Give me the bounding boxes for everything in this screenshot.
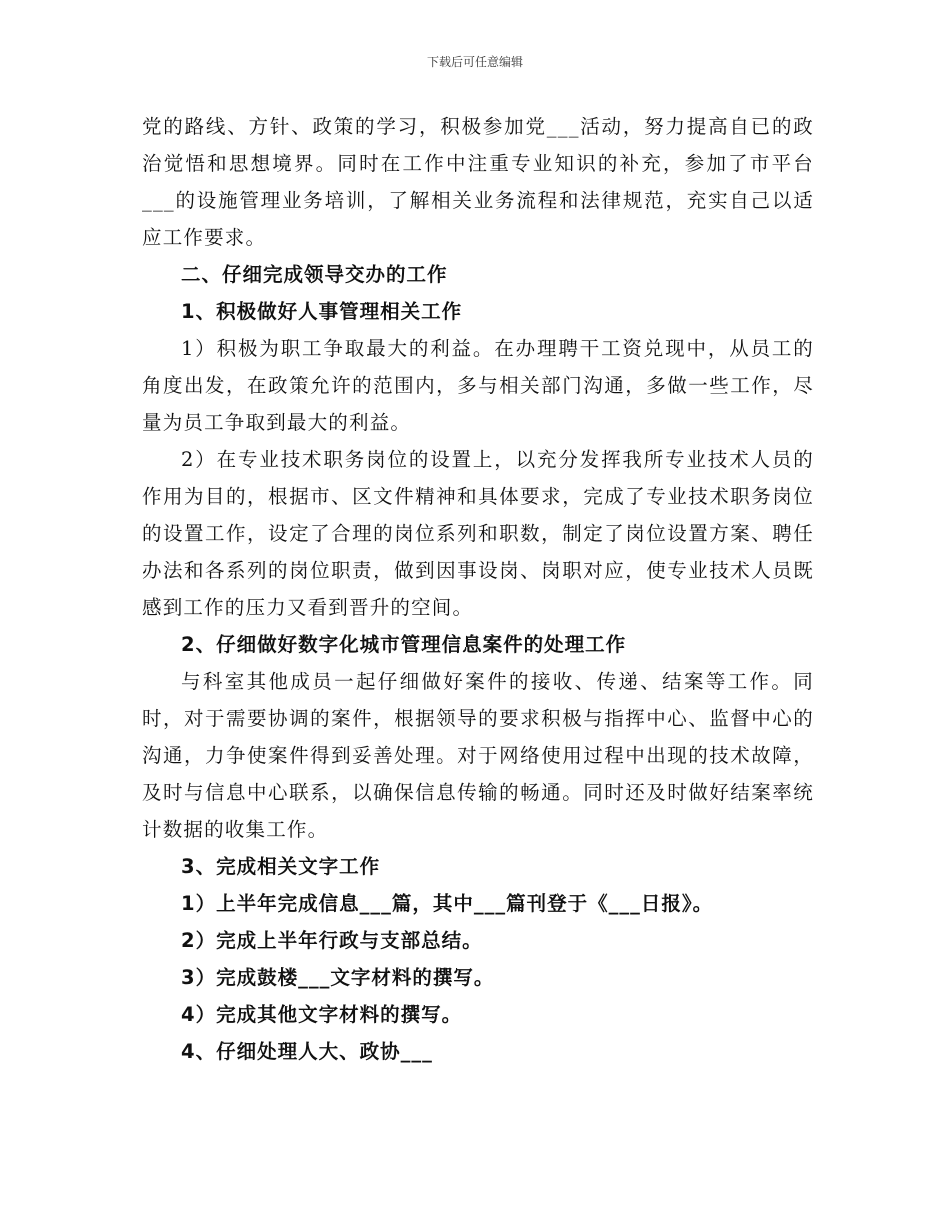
page-header-note: 下载后可任意编辑 <box>426 55 523 69</box>
writing-item-4: 4）完成其他文字材料的撰写。 <box>181 1003 463 1026</box>
paragraph-item-1: 1）积极为职工争取最大的利益。在办理聘干工资兑现中，从员工的角度出发，在政策允许的范围内，多与相关部门沟通，多做一些工作，尽量为员工争取到最大的利益。 <box>142 337 814 434</box>
section-heading-2: 二、仔细完成领导交办的工作 <box>181 263 448 286</box>
paragraph-item-2: 2）在专业技术职务岗位的设置上，以充分发挥我所专业技术人员的作用为目的，根据市、区文件精神和具体要求，完成了专业技术职务岗位的设置工作，设定了合理的岗位系列和职数，制定了岗位设置方案、聘任办法和各系列的岗位职责，做到因事设岗、岗职对应，使专业技术人员既感到工作的压力又看到晋升的空间。 <box>142 448 814 619</box>
subsection-heading-4: 4、仔细处理人大、政协___ <box>181 1040 433 1063</box>
paragraph-case-handling: 与科室其他成员一起仔细做好案件的接收、传递、结案等工作。同时，对于需要协调的案件，根据领导的要求积极与指挥中心、监督中心的沟通，力争使案件得到妥善处理。对于网络使用过程中出现的技术故障，及时与信息中心联系，以确保信息传输的畅通。同时还及时做好结案率统计数据的收集工作。 <box>142 670 814 841</box>
subsection-heading-1: 1、积极做好人事管理相关工作 <box>181 300 463 323</box>
writing-item-2: 2）完成上半年行政与支部总结。 <box>181 929 483 952</box>
writing-item-3: 3）完成鼓楼___文字材料的撰写。 <box>181 966 495 989</box>
document-body <box>142 108 814 1070</box>
paragraph-continued: 党的路线、方针、政策的学习，积极参加党___活动，努力提高自已的政治觉悟和思想境界。同时在工作中注重专业知识的补充，参加了市平台___的设施管理业务培训，了解相关业务流程和法律规范，充实自己以适应工作要求。 <box>142 115 814 249</box>
writing-item-1: 1）上半年完成信息___篇，其中___篇刊登于《___日报》。 <box>181 892 714 915</box>
subsection-heading-2: 2、仔细做好数字化城市管理信息案件的处理工作 <box>181 633 627 656</box>
subsection-heading-3: 3、完成相关文字工作 <box>181 855 381 878</box>
